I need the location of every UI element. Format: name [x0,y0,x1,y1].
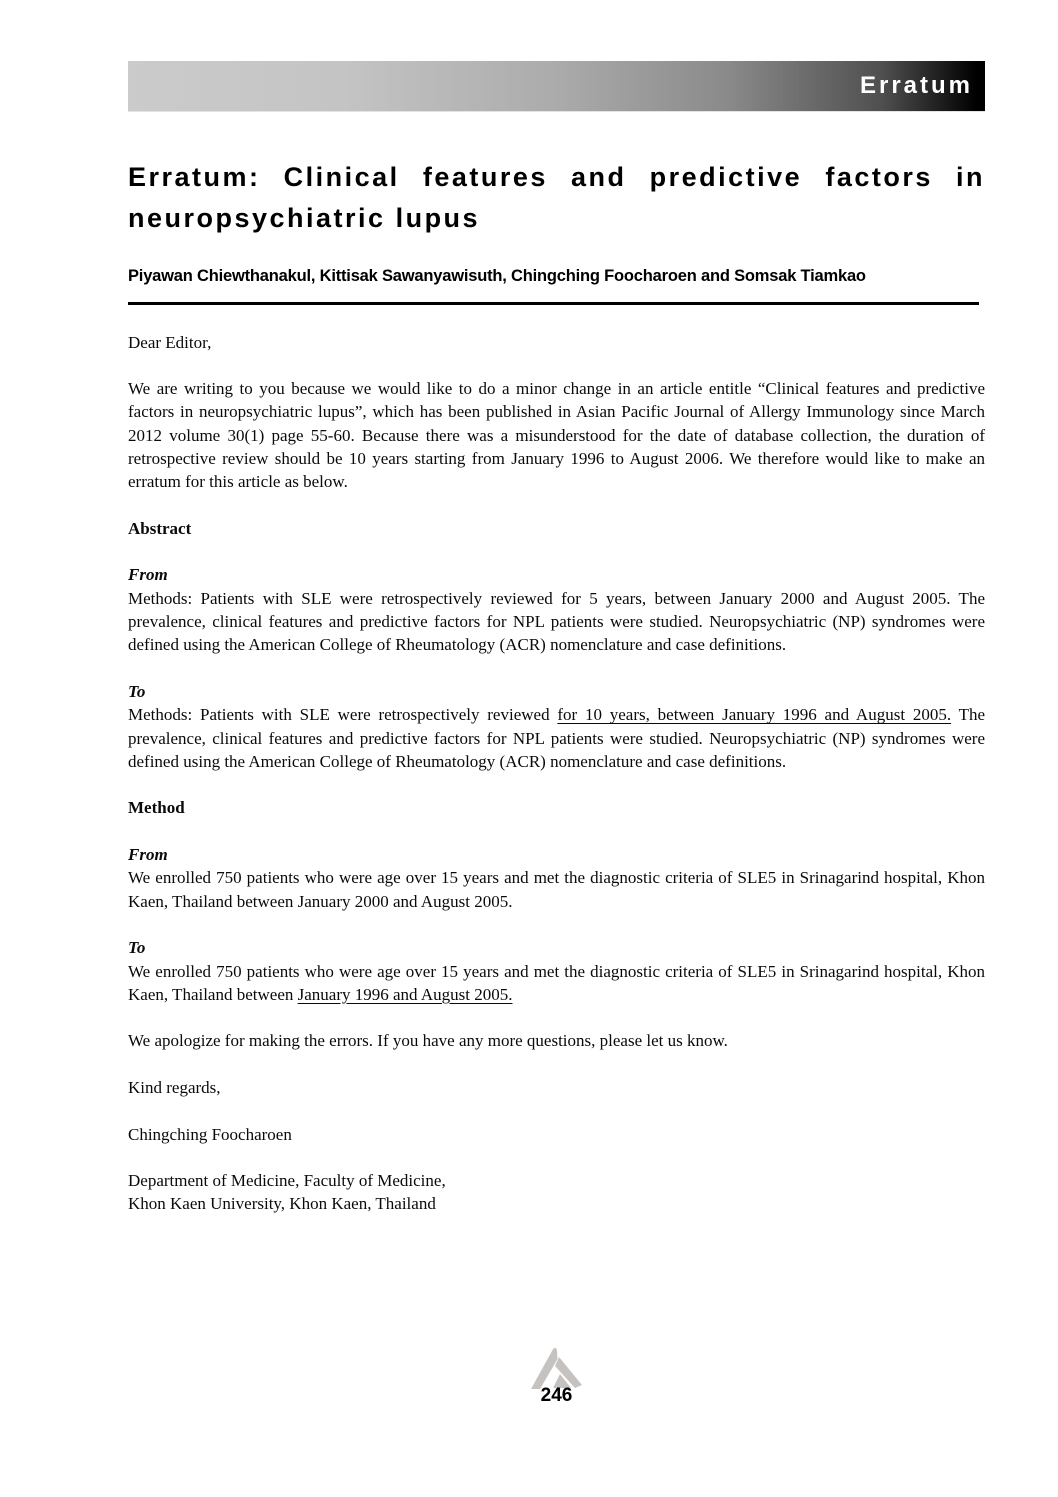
method-from-text: We enrolled 750 patients who were age over 15 years and met the diagnostic criteria of SLE5 in Srinagarind hospital, Khon Kaen, Thailand between January 2000 and August 2005. [128,868,985,911]
article-title [128,157,985,239]
header-banner [128,61,985,112]
abstract-to-text-after: The prevalence, clinical features and predictive factors for NPL patients were studied. Neuropsychiatric (NP) syndromes were defined using the American College of Rheumatology (ACR) nomenclature and case definitions. [128,705,986,771]
page-content [128,0,985,1239]
horizontal-rule [128,302,979,305]
method-to-paragraph [128,936,985,1006]
article-title-line1: Erratum: Clinical features and predictive factors in [128,162,985,192]
affiliation-line2: Khon Kaen University, Khon Kaen, Thailand [128,1194,436,1214]
abstract-from-text: Methods: Patients with SLE were retrospectively reviewed for 5 years, between January 2000 and August 2005. The prevalence, clinical features and predictive factors for NPL patients were studied. Neuropsychiatric (NP) syndromes were defined using the American College of Rheumatology (ACR) nomenclature and case definitions. [128,588,985,655]
signature: Chingching Foocharoen [128,1124,292,1144]
abstract-to-paragraph [128,680,985,773]
abstract-to-text-underlined: for 10 years, between January 1996 and August 2005. [557,705,952,725]
page-number: 246 [540,1385,573,1406]
letter-body [128,331,985,1216]
abstract-to-label: To [128,681,146,701]
abstract-from-paragraph [128,563,985,656]
abstract-from-label: From [128,565,168,585]
method-to-text-before: We enrolled 750 patients who were age over 15 years and met the diagnostic criteria of SLE5 in Srinagarind hospital, Khon Kaen, Thailand between [128,961,985,1004]
article-title-line2: neuropsychiatric lupus [128,203,481,233]
abstract-to-text-before: Methods: Patients with SLE were retrospectively reviewed [128,705,558,725]
closing: Kind regards, [128,1078,221,1097]
method-from-paragraph [128,843,985,913]
affiliation [128,1169,985,1216]
method-to-label: To [128,938,146,958]
method-heading: Method [128,798,185,818]
header-label: Erratum [859,72,973,99]
apology-paragraph: We apologize for making the errors. If you have any more questions, please let us know. [128,1031,728,1051]
salutation: Dear Editor, [128,332,212,352]
method-to-text-underlined: January 1996 and August 2005. [297,984,513,1004]
abstract-heading: Abstract [128,518,192,538]
author-list: Piyawan Chiewthanakul, Kittisak Sawanyawisuth, Chingching Foocharoen and Somsak Tiamkao [128,267,866,285]
intro-paragraph: We are writing to you because we would like to do a minor change in an article entitle “Clinical features and predictive factors in neuropsychiatric lupus”, which has been published in Asian Pacific Journal of Allergy Immunology since March 2012 volume 30(1) page 55-60. Because there was a misunderstood for the date of database collection, the duration of retrospective review should be 10 years starting from January 1996 to August 2006. We therefore would like to make an erratum for this article as below. [128,379,985,492]
affiliation-line1: Department of Medicine, Faculty of Medicine, [128,1171,446,1191]
method-from-label: From [128,845,168,865]
